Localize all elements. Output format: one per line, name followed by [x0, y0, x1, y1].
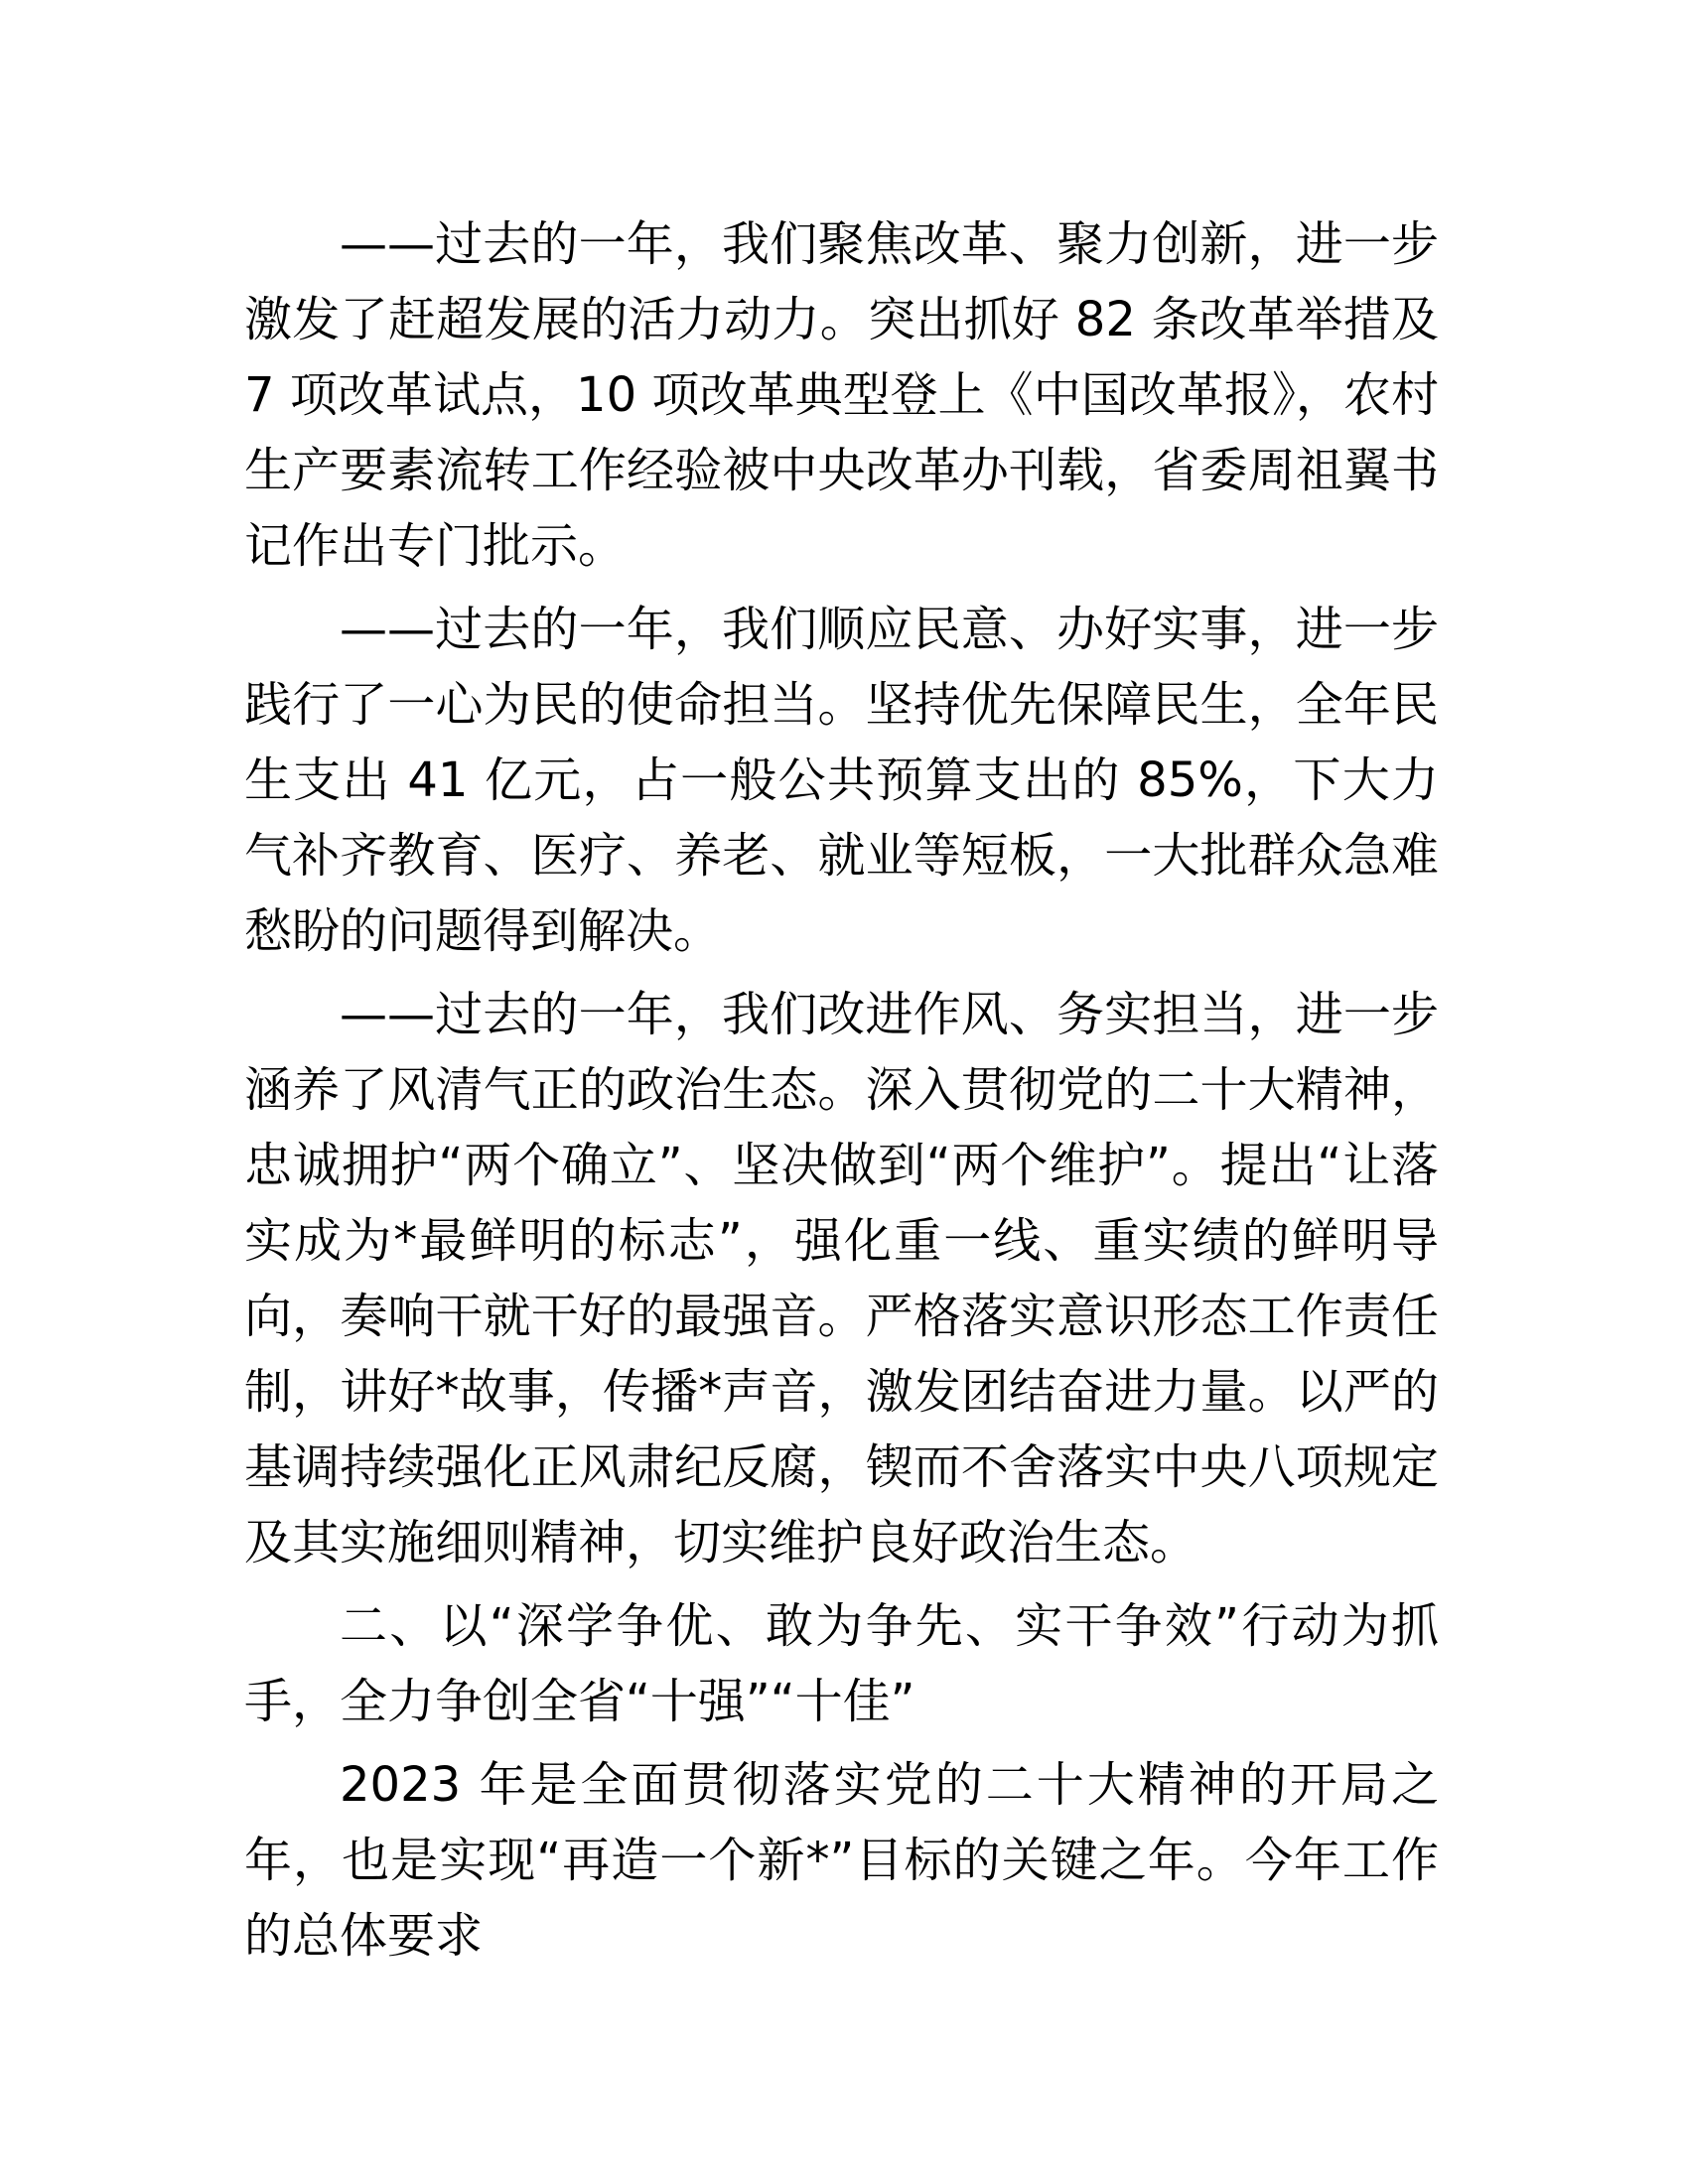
- paragraph-reform-innovation: ——过去的一年，我们聚焦改革、聚力创新，进一步激发了赶超发展的活力动力。突出抓好 82 条改革举措及 7 项改革试点，10 项改革典型登上《中国改革报》，农村生产要素流转工作经验被中央改革办刊载，省委周祖翼书记作出专门批示。: [244, 216, 1439, 574]
- section-heading-two: 二、以“深学争优、敢为争先、实干争效”行动为抓手，全力争创全省“十强”“十佳”: [244, 1598, 1439, 1729]
- paragraph-political-ecology: ——过去的一年，我们改进作风、务实担当，进一步涵养了风清气正的政治生态。深入贯彻党的二十大精神，忠诚拥护“两个确立”、坚决做到“两个维护”。提出“让落实成为*最鲜明的标志”，强化重一线、重实绩的鲜明导向，奏响干就干好的最强音。严格落实意识形态工作责任制，讲好*故事，传播*声音，激发团结奋进力量。以严的基调持续强化正风肃纪反腐，锲而不舍落实中央八项规定及其实施细则精神，切实维护良好政治生态。: [244, 987, 1439, 1570]
- document-body: [244, 206, 1439, 1981]
- paragraph-livelihood: ——过去的一年，我们顺应民意、办好实事，进一步践行了一心为民的使命担当。坚持优先保障民生，全年民生支出 41 亿元，占一般公共预算支出的 85%，下大力气补齐教育、医疗、养老、就业等短板，一大批群众急难愁盼的问题得到解决。: [244, 602, 1439, 959]
- paragraph-2023-requirements: 2023 年是全面贯彻落实党的二十大精神的开局之年，也是实现“再造一个新*”目标的关键之年。今年工作的总体要求: [244, 1757, 1439, 1964]
